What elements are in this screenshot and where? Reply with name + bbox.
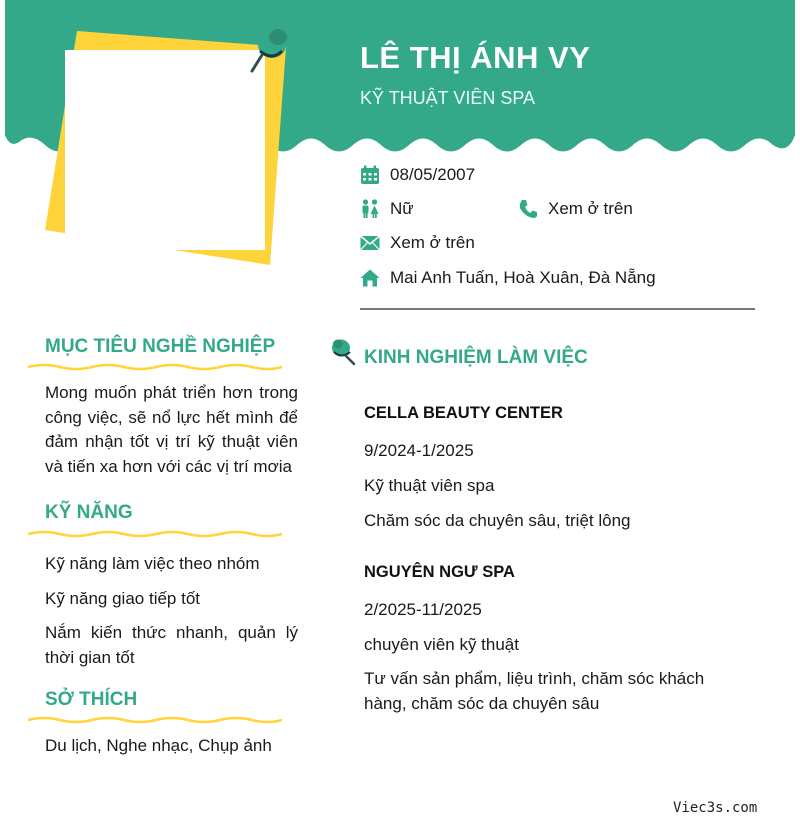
skills-squiggle [28,529,282,539]
candidate-name: LÊ THỊ ÁNH VY [360,40,591,75]
job-period: 2/2025-11/2025 [364,600,482,619]
objective-title: MỤC TIÊU NGHỀ NGHIỆP [45,336,276,357]
objective-text: Mong muốn phát triển hơn trong công việc, sẽ nổ lực hết mình để đảm nhận tốt vị trí kỹ thuật viên và tiến xa hơn với các vị trí mơia [45,383,298,476]
candidate-role: KỸ THUẬT VIÊN SPA [360,88,536,108]
dob-row [360,165,475,185]
email-icon [360,233,380,253]
gender-row [360,199,414,219]
job-company: NGUYÊN NGƯ SPA [364,563,515,581]
skill-item: Nắm kiến thức nhanh, quản lý thời gian tốt [45,623,298,667]
pushpin-icon [248,25,292,75]
home-icon [360,268,380,288]
avatar [65,50,265,250]
email-row [360,233,475,253]
objective-squiggle [28,362,282,372]
phone-row [518,199,633,219]
job-description: Chăm sóc da chuyên sâu, triệt lông [364,511,631,530]
profile-photo-frame [40,25,300,275]
footer-brand[interactable]: Viec3s.com [673,800,758,816]
hobbies-title: SỞ THÍCH [45,689,138,710]
contact-divider [360,308,755,310]
phone-value: Xem ở trên [548,199,633,218]
pushpin-icon [330,338,356,366]
address-value: Mai Anh Tuấn, Hoà Xuân, Đà Nẵng [390,268,656,287]
skills-title: KỸ NĂNG [45,502,133,523]
hobbies-text: Du lịch, Nghe nhạc, Chụp ảnh [45,736,272,755]
calendar-icon [360,165,380,185]
hobbies-squiggle [28,715,282,725]
job-period: 9/2024-1/2025 [364,441,474,460]
job-position: Kỹ thuật viên spa [364,476,495,495]
dob-value: 08/05/2007 [390,165,476,184]
gender-value: Nữ [390,199,414,218]
skill-item: Kỹ năng giao tiếp tốt [45,589,201,608]
experience-title: KINH NGHIỆM LÀM VIỆC [364,347,588,368]
job-description: Tư vấn sản phẩm, liệu trình, chăm sóc khách hàng, chăm sóc da chuyên sâu [364,669,705,713]
job-company: CELLA BEAUTY CENTER [364,404,563,422]
skill-item: Kỹ năng làm việc theo nhóm [45,554,260,573]
email-value: Xem ở trên [390,233,475,252]
gender-icon [360,199,380,219]
phone-icon [518,199,538,219]
job-position: chuyên viên kỹ thuật [364,635,519,654]
address-row [360,268,656,288]
